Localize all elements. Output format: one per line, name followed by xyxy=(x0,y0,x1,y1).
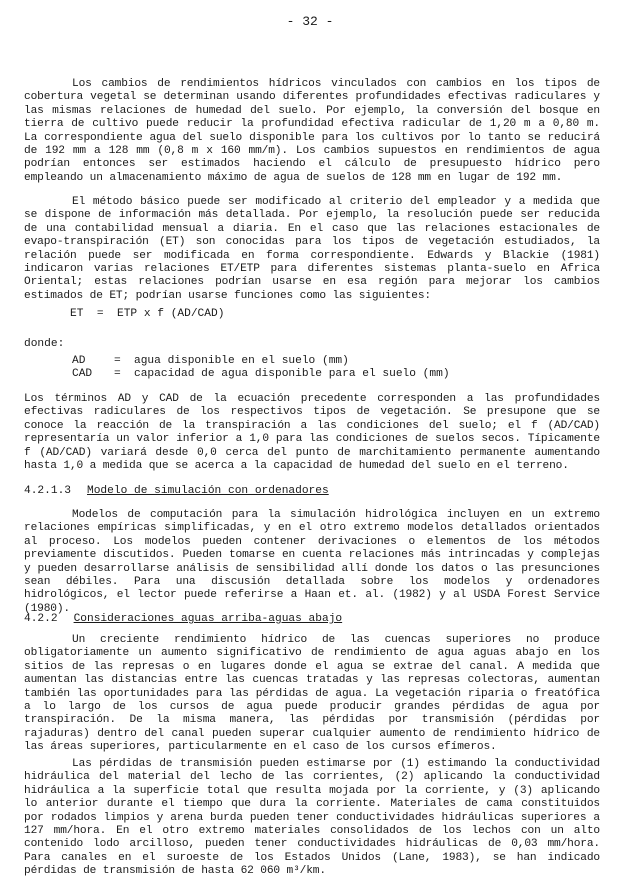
section-number: 4.2.1.3 xyxy=(24,485,71,497)
paragraph-modelos: Modelos de computación para la simulación hidrológica incluyen en un extremo relaciones empíricas simplificadas, y en el otro extremo modelos detallados orientados al proceso. Los modelos pueden contener derivaciones o elementos de los métodos previamente discutidos. Pueden tomarse en cuenta relaciones más intrincadas y complejas y pueden desarrollarse análisis de sensibilidad allí donde los datos o las presunciones sean débiles. Para una discusión detallada sobre los modelos y ordenadores hidrológicos, el lector puede referirse a Haan et. al. (1982) y al USDA Forest Service (1980). xyxy=(24,509,600,615)
definition-cad-text: capacidad de agua disponible para el suelo (mm) xyxy=(134,368,450,380)
section-heading-4-2-2 xyxy=(24,612,342,626)
paragraph-metodo-basico: El método básico puede ser modificado al criterio del empleador y a medida que se dispone de información más detallada. Por ejemplo, la resolución puede ser reducida de una contabilidad mensual a diaria. En el caso que las relaciones estacionales de evapo-transpiración (ET) son conocidas para los tipos de vegetación estudiados, la relación puede ser modificada en forma correspondiente. Edwards y Blackie (1981) indicaron varias relaciones ET/ETP para diferentes sistemas planta-suelo en Africa Oriental; estas relaciones podrían usarse en esa región para mejorar los cambios estimados de ET; podrían usarse funciones como las siguientes: xyxy=(24,196,600,302)
donde-label: donde: xyxy=(24,338,65,350)
section-heading-4-2-1-3 xyxy=(24,484,329,498)
definition-ad-term: AD xyxy=(72,355,86,367)
paragraph-perdidas-transmision: Las pérdidas de transmisión pueden estimarse por (1) estimando la conductividad hidráulica del material del lecho de las corrientes, (2) aplicando la conductividad hidráulica a la superficie total que resulta mojada por la corriente, y (3) aplicando lo anterior durante el tiempo que dura la corriente. Materiales de cama constituidos por rodados limpios y arena burda pueden tener conductividades hidráulicas superiores a 127 mm/hora. En el otro extremo materiales consolidados de los lechos con un alto contenido lodo arcilloso, pueden tener conductividades hidráulicas de 0,03 mm/hora. Para canales en el suroeste de los Estados Unidos (Lane, 1983), se han indicado pérdidas de transmisión de hasta 62 060 m³/km. xyxy=(24,758,600,878)
section-title: Consideraciones aguas arriba-aguas abajo xyxy=(73,613,343,625)
definition-ad-eq: = xyxy=(114,355,121,367)
paragraph-terminos: Los términos AD y CAD de la ecuación precedente corresponden a las profundidades efectivas radiculares de los respectivos tipos de vegetación. Se presupone que se conoce la reacción de la transpiración a las condiciones del suelo; el f (AD/CAD) representaría un valor inferior a 1,0 para las condiciones de suelos secos. Típicamente f (AD/CAD) variará desde 0,0 cerca del punto de marchitamiento permanente aumentando hasta 1,0 a medida que se acerca a la capacidad de humedad del suelo en el terreno. xyxy=(24,393,600,473)
page-number: - 32 - xyxy=(286,14,334,29)
section-number: 4.2.2 xyxy=(24,613,58,625)
paragraph-rendimientos: Los cambios de rendimientos hídricos vinculados con cambios en los tipos de cobertura vegetal se determinan usando diferentes profundidades efectivas radiculares y las mismas relaciones de humedad del suelo. Por ejemplo, la conversión del bosque en tierra de cultivo puede reducir la profundidad efectiva radicular de 1,20 m a 0,80 m. La correspondiente agua del suelo disponible para los cultivos por lo tanto se reducirá de 192 mm a 128 mm (0,8 m x 160 mm/m). Los cambios supuestos en rendimientos de agua podrían entonces ser estimados haciendo el cálculo de presupuesto hídrico pero empleando un almacenamiento máximo de agua de suelos de 128 mm en lugar de 192 mm. xyxy=(24,78,600,184)
definition-cad-term: CAD xyxy=(72,368,93,380)
equation-et: ET = ETP x f (AD/CAD) xyxy=(70,308,225,320)
definition-cad-eq: = xyxy=(114,368,121,380)
definition-ad-text: agua disponible en el suelo (mm) xyxy=(134,355,349,367)
section-title: Modelo de simulación con ordenadores xyxy=(87,485,329,497)
paragraph-rendimiento-cuencas: Un creciente rendimiento hídrico de las cuencas superiores no produce obligatoriamente un aumento significativo de rendimiento de agua aguas abajo en los sitios de las represas o en lugares donde el agua se extrae del canal. A medida que aumentan las distancias entre las cuencas tratadas y las represas colectoras, aumentan también las oportunidades para las pérdidas de agua. La vegetación riparia o freatófica a lo largo de los cursos de agua puede producir grandes pérdidas de agua por transpiración. De la misma manera, las pérdidas por transmisión (pérdidas por rajaduras) dentro del canal pueden superar cualquier aumento de rendimiento hídrico de las áreas superiores, particularmente en el caso de los cursos efímeros. xyxy=(24,634,600,754)
